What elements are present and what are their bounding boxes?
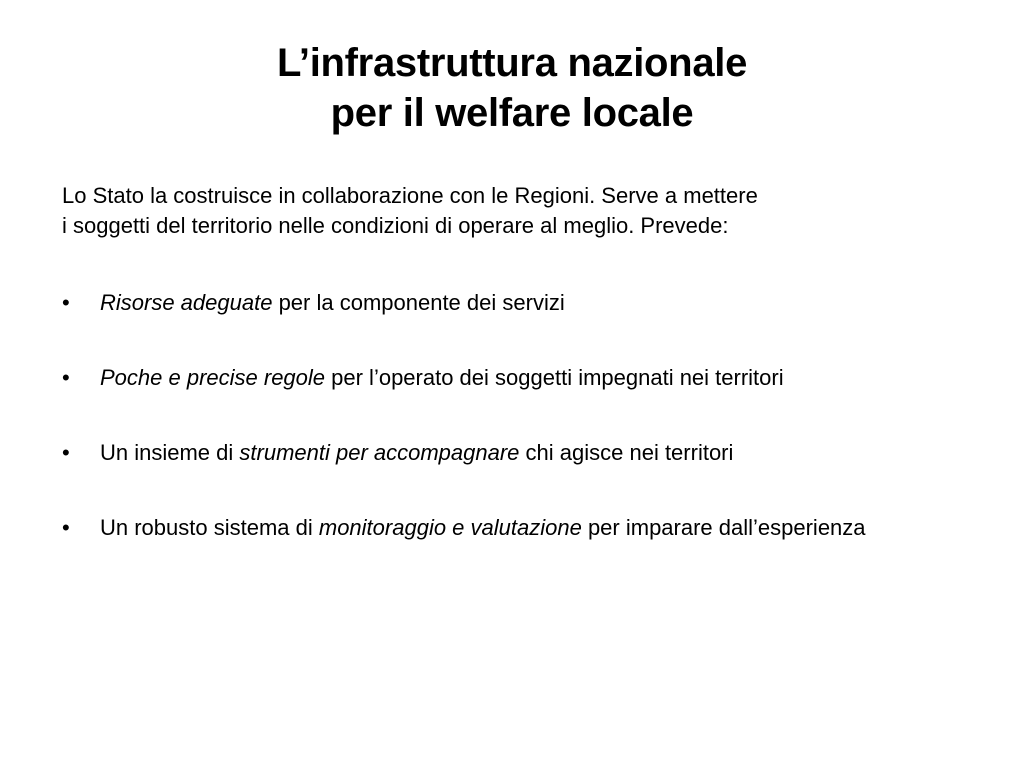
bullet-item: [62, 363, 962, 392]
bullet-text-post: per l’operato dei soggetti impegnati nei territori: [325, 365, 784, 390]
bullet-item: [62, 288, 962, 317]
slide-title-line-2: per il welfare locale: [330, 91, 694, 135]
bullet-item: [62, 513, 962, 542]
bullet-text-post: chi agisce nei territori: [519, 440, 734, 465]
slide-title: [60, 38, 964, 138]
bullet-text-italic: Risorse adeguate: [100, 290, 273, 315]
intro-line-2: i soggetti del territorio nelle condizioni di operare al meglio. Prevede:: [62, 213, 729, 238]
bullet-text-italic: monitoraggio e valutazione: [318, 515, 582, 540]
intro-line-1: Lo Stato la costruisce in collaborazione con le Regioni. Serve a mettere: [62, 183, 758, 208]
bullet-text-pre: Un robusto sistema di: [100, 515, 319, 540]
bullet-text-post: per imparare dall’esperienza: [581, 515, 866, 540]
bullet-dot-icon: •: [62, 440, 70, 465]
bullet-text-italic: strumenti per accompagnare: [239, 440, 520, 465]
bullet-item: [62, 438, 962, 467]
bullet-dot-icon: •: [62, 515, 70, 540]
bullet-text-pre: Un insieme di: [100, 440, 240, 465]
bullet-text-post: per la componente dei servizi: [272, 290, 565, 315]
slide-title-line-1: L’infrastruttura nazionale: [276, 41, 748, 85]
bullet-list: [62, 288, 962, 542]
bullet-text-italic: Poche e precise regole: [100, 365, 326, 390]
intro-paragraph: [62, 181, 962, 241]
bullet-dot-icon: •: [62, 290, 70, 315]
bullet-dot-icon: •: [62, 365, 70, 390]
